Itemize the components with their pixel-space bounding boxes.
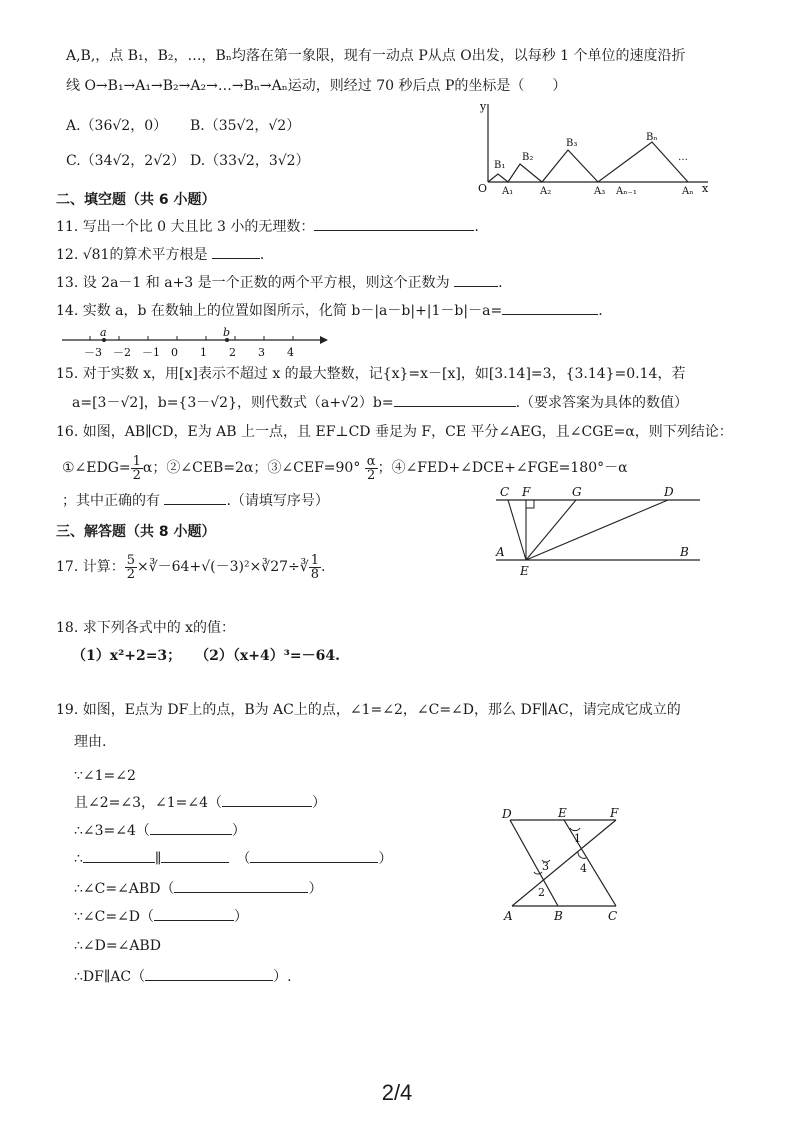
label-a: a (100, 326, 107, 339)
q19-s3-blank (150, 820, 232, 835)
q19-s8b: ）. (273, 969, 292, 985)
label-b: b (223, 326, 231, 339)
q16-text-b: .（请填写序号） (226, 493, 329, 509)
frac-num: 1 (310, 552, 319, 568)
q15-line1: 15. 对于实数 x，用[x]表示不超过 x 的最大整数，记{x}=x－[x]，如[3.14]=3，{3.14}=0.14，若 (56, 366, 686, 382)
q13-blank (454, 272, 498, 287)
y-label: y (480, 100, 487, 113)
q19-s3b: ） (231, 823, 246, 839)
q19-s4a: ∴ (74, 851, 83, 867)
q19-s6b: ） (234, 909, 249, 925)
q19-s4-blank1 (83, 848, 155, 863)
an1-label: Aₙ₋₁ (616, 186, 637, 197)
axis-arrow (320, 336, 328, 344)
q17-pre: 17. 计算： (56, 559, 125, 575)
q19-step1: ∵∠1=∠2 (74, 768, 136, 784)
tick-label: －2 (113, 346, 131, 359)
q14-number-line (62, 326, 332, 360)
q14-end: . (598, 303, 603, 319)
q17-frac-5-2 (125, 554, 137, 581)
q19-step6 (74, 906, 248, 927)
q19-step4 (74, 848, 392, 869)
q19-s4c: （ (243, 851, 251, 867)
q17 (56, 552, 325, 582)
dots-label: … (678, 152, 688, 163)
q18-parts: （1）x²+2=3； （2）（x+4）³=－64. (72, 648, 340, 664)
q16-c4: ；④∠FED+∠DCE+∠FGE=180°－α (377, 460, 628, 476)
q19-s8-blank (145, 966, 273, 981)
frac-den: 2 (367, 467, 376, 483)
q19-s5b: ） (308, 881, 323, 897)
label-b: B (554, 909, 563, 923)
q16-frac-half (131, 455, 143, 482)
q19-step2 (74, 792, 326, 813)
q16-blank (164, 490, 226, 505)
q19-figure (498, 806, 630, 924)
q12-text: 12. √81的算术平方根是 (56, 247, 208, 263)
q16-text-a: ；其中正确的有 (62, 493, 160, 509)
q19-s4-blank2 (161, 848, 229, 863)
q17-mid: ×∛－64+√(－3)²×∛27÷∛ (137, 559, 309, 575)
q19-s4-blank3 (250, 848, 378, 863)
q10-option-a: A.（36√2，0） (66, 118, 168, 134)
q19-step8 (74, 966, 292, 987)
q16-line3 (62, 490, 329, 511)
q10-option-b: B.（35√2，√2） (190, 118, 301, 134)
q13-text: 13. 设 2a－1 和 a+3 是一个正数的两个平方根，则这个正数为 (56, 275, 450, 291)
q15-line2 (72, 392, 688, 413)
q11-end: . (474, 219, 479, 235)
q19-line1: 19. 如图，E点为 DF上的点，B为 AC上的点，∠1=∠2，∠C=∠D，那么 DF∥AC，请完成它成立的 (56, 702, 681, 718)
frac-num: 5 (126, 552, 135, 568)
q12 (56, 244, 264, 265)
segment-ec (564, 820, 616, 906)
section-2-title: 二、填空题（共 6 小题） (56, 192, 216, 208)
label-d: D (664, 485, 674, 499)
page-number: 2/4 (381, 1080, 413, 1105)
q16-figure (488, 486, 708, 578)
q19-step3 (74, 820, 246, 841)
label-e: E (520, 564, 529, 578)
origin-label: O (478, 182, 488, 195)
q16-line1: 16. 如图，AB∥CD，E为 AB 上一点，且 EF⊥CD 垂足为 F，CE 平分∠AEG，且∠CGE=α，则下列结论： (56, 424, 733, 440)
q10-option-d: D.（33√2，3√2） (190, 153, 310, 169)
q15-blank (394, 392, 516, 407)
label-d: D (502, 807, 512, 821)
q15-text-a: a=[3－√2]，b={3－√2}，则代数式（a+√2）b= (72, 395, 394, 411)
label-c: C (500, 485, 510, 499)
q17-frac-1-8 (309, 554, 321, 581)
label-f: F (522, 485, 531, 499)
tick-label: 1 (200, 346, 207, 359)
q19-s6a: ∵∠C=∠D（ (74, 909, 155, 925)
frac-den: 8 (310, 566, 319, 582)
angle-1-arc (570, 828, 580, 831)
b1-label: B₁ (494, 160, 506, 171)
label-a: A (504, 909, 513, 923)
q14 (56, 300, 603, 321)
segment-db (510, 820, 558, 906)
q19-step7: ∴∠D=∠ABD (74, 938, 161, 954)
q19-s2-blank (222, 792, 312, 807)
section-3-title: 三、解答题（共 8 小题） (56, 524, 216, 540)
x-label: x (702, 182, 709, 195)
frac-den: 2 (126, 566, 135, 582)
angle-2-arc (534, 872, 542, 874)
q19-s8a: ∴DF∥AC（ (74, 969, 146, 985)
segment-eg (526, 500, 576, 560)
q17-end: . (320, 559, 326, 575)
q12-blank (212, 244, 260, 259)
q14-text: 14. 实数 a，b 在数轴上的位置如图所示，化简 b－|a－b|+|1－b|－a= (56, 303, 503, 319)
label-angle-3: 3 (542, 860, 549, 873)
q19-s4b: ∥ (154, 851, 162, 867)
q19-step5 (74, 878, 322, 899)
a3-label: A₃ (594, 186, 606, 197)
q11-blank (314, 216, 474, 231)
q11 (56, 216, 479, 237)
label-g: G (572, 485, 582, 499)
frac-den: 2 (132, 467, 141, 483)
q19-s5-blank (174, 878, 308, 893)
tick-label: －1 (142, 346, 160, 359)
label-b: B (680, 545, 689, 559)
q19-s4d: ） (378, 851, 393, 867)
q13 (56, 272, 503, 293)
segment-ce (508, 500, 526, 560)
frac-num: 1 (132, 453, 141, 469)
tick-label: 4 (287, 346, 294, 359)
tick-label: 3 (258, 346, 265, 359)
q16-c1a: ①∠EDG= (62, 460, 131, 476)
an-label: Aₙ (682, 186, 694, 197)
q16-frac-alpha (365, 455, 378, 482)
q10-option-c: C.（34√2，2√2） (66, 153, 186, 169)
label-e: E (558, 806, 567, 820)
q18-title: 18. 求下列各式中的 x的值： (56, 620, 236, 636)
label-f: F (610, 806, 619, 820)
q14-blank (502, 300, 598, 315)
a2-label: A₂ (540, 186, 552, 197)
bn-label: Bₙ (646, 132, 658, 143)
tick-label: 2 (229, 346, 236, 359)
b3-label: B₃ (566, 138, 578, 149)
q19-s5a: ∴∠C=∠ABD（ (74, 881, 175, 897)
label-angle-2: 2 (538, 886, 545, 899)
q10-line1: A,B,，点 B₁，B₂，…，Bₙ均落在第一象限，现有一动点 P从点 O出发，以每秒 1 个单位的速度沿折 (66, 48, 686, 64)
label-angle-1: 1 (574, 832, 581, 845)
q19-s2a: 且∠2=∠3，∠1=∠4（ (74, 795, 223, 811)
q19-line2: 理由. (74, 734, 107, 750)
label-angle-4: 4 (580, 862, 587, 875)
q10-line2: 线 O→B₁→A₁→B₂→A₂→…→Bₙ→Aₙ运动，则经过 70 秒后点 P的坐标是（ ） (66, 78, 567, 94)
q13-end: . (498, 275, 503, 291)
q11-text: 11. 写出一个比 0 大且比 3 小的无理数： (56, 219, 315, 235)
tick-label: －3 (84, 346, 102, 359)
q19-s6-blank (154, 906, 234, 921)
b2-label: B₂ (522, 152, 534, 163)
q10-figure (470, 100, 715, 200)
label-a: A (496, 545, 505, 559)
q19-s3a: ∴∠3=∠4（ (74, 823, 150, 839)
a1-label: A₁ (502, 186, 514, 197)
q12-end: . (259, 247, 265, 263)
q19-s2b: ） (312, 795, 327, 811)
segment-fa (512, 820, 616, 906)
frac-num: α (366, 453, 376, 469)
q15-text-b: .（要求答案为具体的数值） (515, 395, 689, 411)
q16-conclusions (62, 452, 628, 484)
tick-label: 0 (171, 346, 178, 359)
label-c: C (608, 909, 618, 923)
q16-c1b: α；②∠CEB=2α；③∠CEF=90° (142, 460, 361, 476)
segment-ed (526, 500, 668, 560)
right-angle-mark (526, 500, 534, 508)
zigzag-path (488, 142, 688, 182)
